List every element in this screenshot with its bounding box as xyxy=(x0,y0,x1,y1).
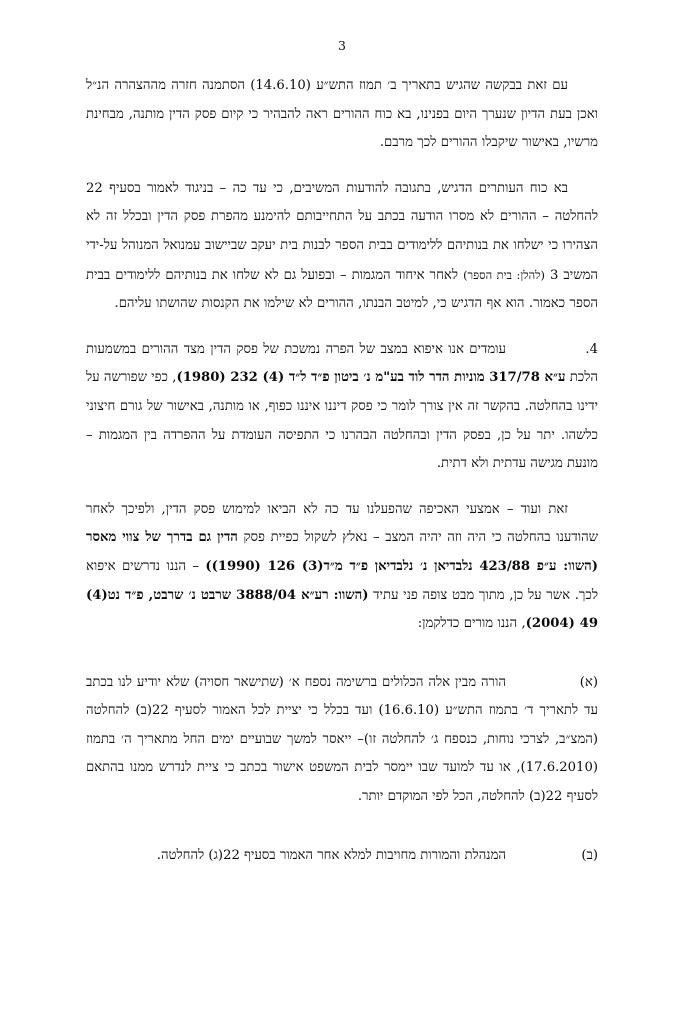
paragraph-alef-text: הורה מבין אלה הכלולים ברשימה נספח א׳ (שתישאר חסויה) שלא יודיע לנו בכתב עד לתאריך ד׳ בתמוז התש״ע (16.6.10) ועד בכלל כי יציית לכל האמור לסעיף 22(ב) להחלטה (המצ״ב, לצרכי נוחות, כנספח ג׳ להחלטה זו)– ייאסר למשך שבועיים ימים החל מתאריך ה׳ בתמוז (17.6.2010), או עד למועד שבו יימסר לבית המשפט אישור בכתב כי ציית לנדרש ממנו בהתאם לסעיף 22(ב) להחלטה, הכל לפי המוקדם יותר. xyxy=(86,674,598,805)
paragraph-1-text: עם זאת בבקשה שהגיש בתאריך ב׳ תמוז התש״ע (14.6.10) הסתמנה חזרה מההצהרה הנ״ל ואכן בעת הדיון שנערך היום בפנינו, בא כוח ההורים ראה להבהיר כי קיום פסק הדין מותנה, מבחינת מרשיו, באישור שיקבלו ההורים לכך מרבם. xyxy=(86,78,598,151)
numbered-item-4-marker: .4 xyxy=(585,341,598,357)
paragraph-2-parenthetical: (להלן: בית הספר) xyxy=(463,267,545,282)
lettered-item-alef-marker: (א) xyxy=(579,674,598,690)
lettered-item-bet-marker: (ב) xyxy=(581,847,598,863)
paragraph-4-text-c: , הננו מורים כדלקמן: xyxy=(417,616,526,632)
lettered-item-bet xyxy=(86,842,598,871)
citation-hadar-lod: ע״א 317/78 מוניות הדר לוד בע"מ נ׳ ביטון פ״ד ל״ד (4) 232 (1980) xyxy=(176,370,566,386)
paragraph-3-text-b: , כפי שפורשה על ידינו בהחלטה. בהקשר זה אין צורך לומר כי פסק דיננו איננו כפוף, או מותנה, באישור של גורם חיצוני כלשהו. יתר על כן, בפסק הדין ובהחלטה הבהרנו כי התפיסה העומדת על ההפרדה בין המגמות – מונעת מגישה עדתית ולא דתית. xyxy=(86,370,598,472)
lettered-item-bet-text xyxy=(86,842,598,871)
paragraph-1 xyxy=(86,72,598,158)
citation-nalbandian: הדין גם בדרך של צווי מאסר (השוו: ע״פ 423/88 נלבדיאן נ׳ נלבדיאן פ״ד מ״ד(3) 126 (1990)) xyxy=(86,530,599,574)
page-number: 3 xyxy=(338,38,346,53)
paragraph-3-text-a: עומדים אנו איפוא במצב של הפרה נמשכת של פסק הדין מצד ההורים במשמעות הלכת xyxy=(86,341,599,386)
paragraph-bet-text: המנהלת והמורות מחויבות למלא אחר האמור בסעיף 22(ג) להחלטה. xyxy=(156,847,506,863)
lettered-item-alef xyxy=(86,669,598,812)
paragraph-4-text-a: זאת ועוד – אמצעי האכיפה שהפעלנו עד כה לא הביאו למימוש פסק הדין, ולפיכך לאחר שהודענו בהחלטה כי היה וזה יהיה המצב – נאלץ לשקול כפיית פסק xyxy=(86,501,599,546)
paragraph-4-text-b: – הננו נדרשים איפוא לכך. אשר על כן, מתוך מבט צופה פני עתיד xyxy=(86,558,599,603)
paragraph-2-text-a: בא כוח העותרים הדגיש, בתגובה להודעות המשיבים, כי עד כה – בניגוד לאמור בסעיף 22 להחלטה – ההורים לא מסרו הודעה בכתב על התחייבותם להימנע מהפרת פסק הדין ובכלל זה לא הצהירו כי ישלחו את בנותיהם ללימודים בבית הספר לבנות בית יעקב שביישוב עמנואל המנוהל על-ידי המשיב 3 xyxy=(86,180,598,283)
paragraph-2-text-b: לאחר איחוד המגמות – ובפועל גם לא שלחו את בנותיהם ללימודים בבית הספר כאמור. הוא אף הדגיש כי, למיטב הבנתו, ההורים לא שילמו את הקנסות שהושתו עליהם. xyxy=(86,267,598,312)
citation-sharvat: (השוו: רע״א 3888/04 שרבט נ׳ שרבט, פ״ד נט(4) 49 (2004) xyxy=(86,587,598,632)
document-body xyxy=(86,72,598,887)
numbered-item-4-text xyxy=(86,336,598,479)
paragraph-4 xyxy=(86,496,598,639)
lettered-item-alef-text xyxy=(86,669,598,812)
numbered-item-4 xyxy=(86,336,598,479)
paragraph-2 xyxy=(86,175,598,319)
